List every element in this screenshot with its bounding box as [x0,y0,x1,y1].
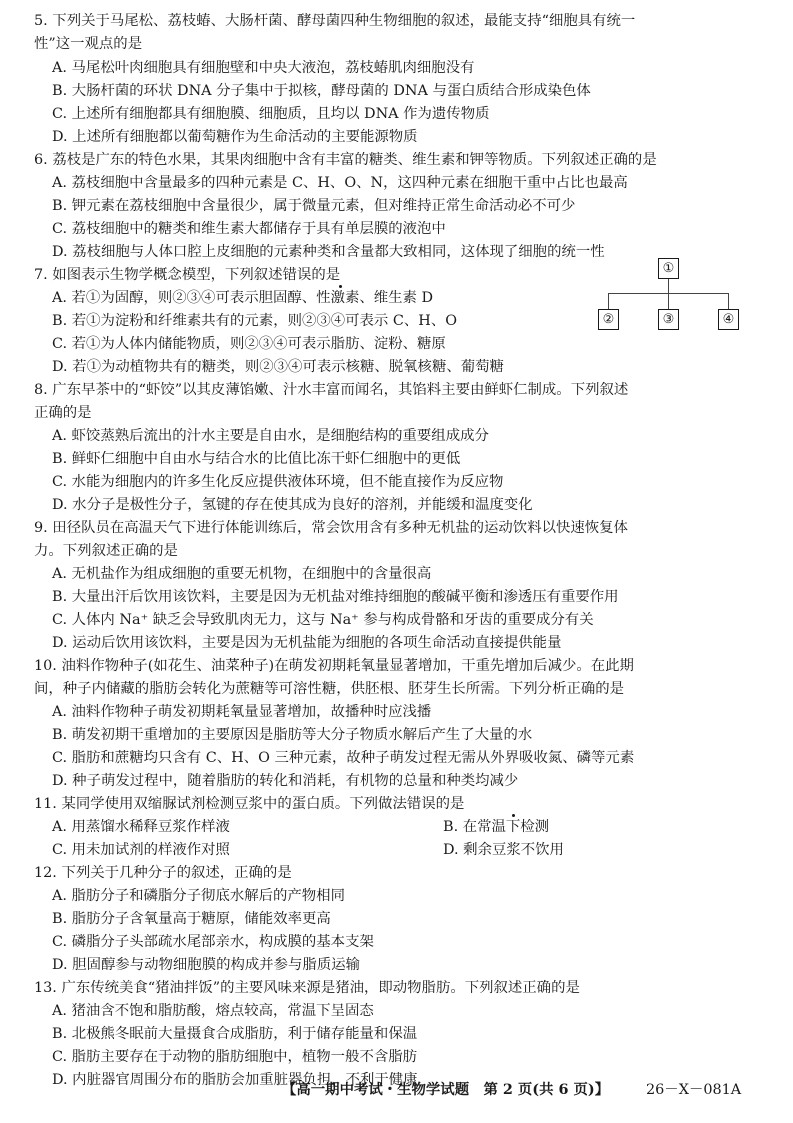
option-line: A. 猪油含不饱和脂肪酸，熔点较高，常温下呈固态 [52,1003,374,1019]
option-line: A. 若①为固醇，则②③④可表示胆固醇、性激素、维生素 D [52,290,434,306]
option-line: D. 种子萌发过程中，随着脂肪的转化和消耗，有机物的总量和种类均减少 [52,773,519,789]
question-line: 力。下列叙述正确的是 [34,543,178,559]
diagram-node-2: ② [598,309,619,330]
diagram-node-4: ④ [718,309,739,330]
option-line: B. 钾元素在荔枝细胞中含量很少，属于微量元素，但对维持正常生命活动必不可少 [52,198,576,214]
option-line: A. 油料作物种子萌发初期耗氧量显著增加，故播种时应浅播 [52,704,432,720]
option-line: A. 虾饺蒸熟后流出的汁水主要是自由水，是细胞结构的重要组成成分 [52,428,489,444]
option-line: C. 用未加试剂的样液作对照 [52,842,230,858]
question-line: 10. 油料作物种子(如花生、油菜种子)在萌发初期耗氧量显著增加，干重先增加后减少。在此期 [34,658,634,674]
question-line: 性”这一观点的是 [34,36,143,52]
option-line: A. 马尾松叶肉细胞具有细胞壁和中央大液泡，荔枝蝽肌肉细胞没有 [52,60,475,76]
option-line: D. 上述所有细胞都以葡萄糖作为生命活动的主要能源物质 [52,129,418,145]
question-line: 6. 荔枝是广东的特色水果，其果肉细胞中含有丰富的糖类、维生素和钾等物质。下列叙述正确的是 [34,152,657,168]
option-line: C. 水能为细胞内的许多生化反应提供液体环境，但不能直接作为反应物 [52,474,504,490]
option-line: B. 萌发初期干重增加的主要原因是脂肪等大分子物质水解后产生了大量的水 [52,727,533,743]
option-line: D. 水分子是极性分子，氢键的存在使其成为良好的溶剂，并能缓和温度变化 [52,497,533,513]
option-line: C. 上述所有细胞都具有细胞膜、细胞质，且均以 DNA 作为遗传物质 [52,106,490,122]
question-line: 8. 广东早茶中的“虾饺”以其皮薄馅嫩、汁水丰富而闻名，其馅料主要由鲜虾仁制成。下列叙述 [34,382,629,398]
option-line: D. 胆固醇参与动物细胞膜的构成并参与脂质运输 [52,957,360,973]
option-line: D. 运动后饮用该饮料，主要是因为无机盐能为细胞的各项生命活动直接提供能量 [52,635,562,651]
question-line: 13. 广东传统美食“猪油拌饭”的主要风味来源是猪油，即动物脂肪。下列叙述正确的是 [34,980,580,996]
option-line: A. 用蒸馏水稀释豆浆作样液 [52,819,230,835]
option-line: D. 若①为动植物共有的糖类，则②③④可表示核糖、脱氧核糖、葡萄糖 [52,359,504,375]
question-line: 间，种子内储藏的脂肪会转化为蔗糖等可溶性糖，供胚根、胚芽生长所需。下列分析正确的是 [34,681,625,697]
emphasis-dot [512,814,515,817]
option-line: D. 内脏器官周围分布的脂肪会加重脏器负担，不利于健康 [52,1072,418,1088]
diagram-node-1: ① [658,258,679,279]
diagram-connector [668,293,669,309]
option-line: D. 荔枝细胞与人体口腔上皮细胞的元素种类和含量都大致相同，这体现了细胞的统一性 [52,244,605,260]
page-footer: 【高一期中考试・生物学试题 第 2 页(共 6 页)】 [282,1081,610,1098]
exam-code: 26－X－081A [646,1082,742,1098]
emphasis-dot [339,285,342,288]
option-line: C. 若①为人体内储能物质，则②③④可表示脂肪、淀粉、糖原 [52,336,446,352]
question-line: 正确的是 [34,405,92,421]
option-line: C. 脂肪主要存在于动物的脂肪细胞中，植物一般不含脂肪 [52,1049,418,1065]
option-line: C. 脂肪和蔗糖均只含有 C、H、O 三种元素，故种子萌发过程无需从外界吸收氮、磷等元素 [52,750,635,766]
diagram-node-3: ③ [658,309,679,330]
option-line: B. 若①为淀粉和纤维素共有的元素，则②③④可表示 C、H、O [52,313,458,329]
option-line: B. 在常温下检测 [443,819,550,835]
option-line: A. 无机盐作为组成细胞的重要无机物，在细胞中的含量很高 [52,566,432,582]
diagram-connector [728,293,729,309]
option-line: C. 人体内 Na⁺ 缺乏会导致肌肉无力，这与 Na⁺ 参与构成骨骼和牙齿的重要成分有关 [52,612,594,628]
question-line: 11. 某同学使用双缩脲试剂检测豆浆中的蛋白质。下列做法错误的是 [34,796,465,812]
option-line: B. 鲜虾仁细胞中自由水与结合水的比值比冻干虾仁细胞中的更低 [52,451,461,467]
question-line: 9. 田径队员在高温天气下进行体能训练后，常会饮用含有多种无机盐的运动饮料以快速恢复体 [34,520,628,536]
question-line: 12. 下列关于几种分子的叙述，正确的是 [34,865,292,881]
diagram-connector [668,279,669,293]
option-line: A. 荔枝细胞中含量最多的四种元素是 C、H、O、N，这四种元素在细胞干重中占比也最高 [52,175,628,191]
option-line: B. 北极熊冬眠前大量摄食合成脂肪，利于储存能量和保温 [52,1026,418,1042]
option-line: A. 脂肪分子和磷脂分子彻底水解后的产物相同 [52,888,345,904]
option-line: C. 荔枝细胞中的糖类和维生素大都储存于具有单层膜的液泡中 [52,221,446,237]
option-line: B. 大肠杆菌的环状 DNA 分子集中于拟核，酵母菌的 DNA 与蛋白质结合形成染色体 [52,83,591,99]
diagram-connector [608,293,609,309]
option-line: B. 大量出汗后饮用该饮料，主要是因为无机盐对维持细胞的酸碱平衡和渗透压有重要作用 [52,589,619,605]
question-line: 7. 如图表示生物学概念模型，下列叙述错误的是 [34,267,341,283]
option-line: D. 剩余豆浆不饮用 [443,842,564,858]
concept-model-diagram [588,258,766,334]
question-line: 5. 下列关于马尾松、荔枝蝽、大肠杆菌、酵母菌四种生物细胞的叙述，最能支持“细胞具有统一 [34,13,636,29]
option-line: C. 磷脂分子头部疏水尾部亲水，构成膜的基本支架 [52,934,374,950]
option-line: B. 脂肪分子含氧量高于糖原，储能效率更高 [52,911,331,927]
